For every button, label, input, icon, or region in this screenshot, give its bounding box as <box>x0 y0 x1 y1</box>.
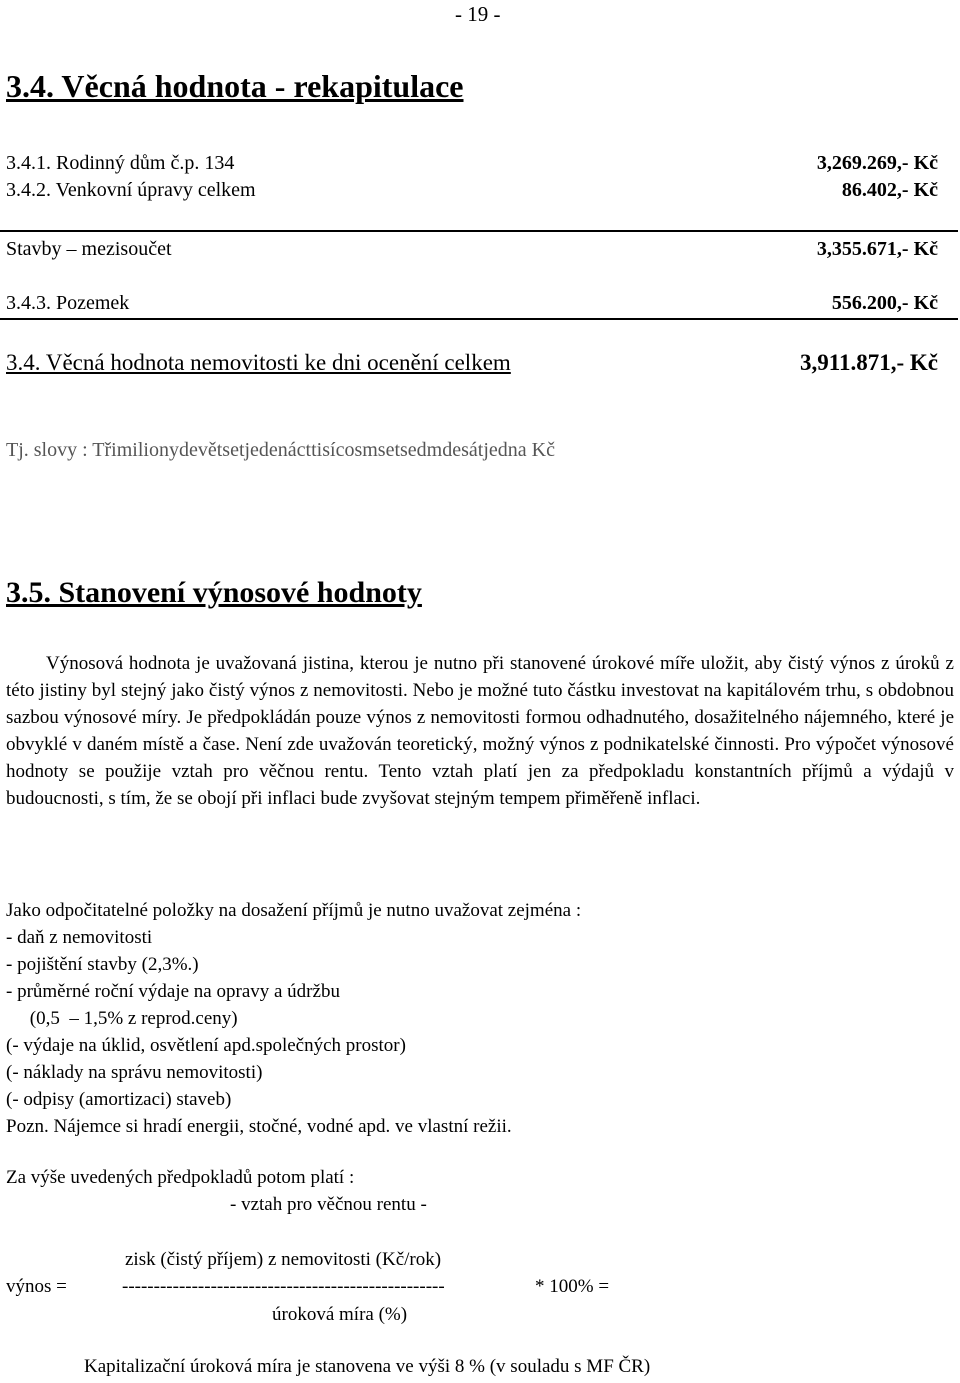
divider <box>0 230 958 232</box>
page-number: - 19 - <box>455 2 501 26</box>
list-item: - daň z nemovitosti <box>6 927 153 948</box>
formula-fraction-bar: --------------------------------------------------- <box>122 1276 445 1297</box>
recap-item2-value: 86.402,- Kč <box>841 179 938 201</box>
list-item: (- odpisy (amortizaci) staveb) <box>6 1089 232 1110</box>
list-item: - průměrné roční výdaje na opravy a údržbu <box>6 981 340 1002</box>
recap-item2-label: 3.4.2. Venkovní úpravy celkem <box>6 179 256 201</box>
recap-item3-label: 3.4.3. Pozemek <box>6 292 130 314</box>
formula-intro: Za výše uvedených předpokladů potom platí : <box>6 1167 355 1188</box>
divider <box>0 318 958 320</box>
formula-numerator: zisk (čistý příjem) z nemovitosti (Kč/rok) <box>125 1249 442 1270</box>
formula-denominator: úroková míra (%) <box>272 1304 408 1325</box>
total-label: 3.4. Věcná hodnota nemovitosti ke dni ocenění celkem <box>6 350 511 375</box>
formula-subtitle: - vztah pro věčnou rentu - <box>230 1194 427 1215</box>
subtotal-label: Stavby – mezisoučet <box>6 238 172 260</box>
recap-item1-value: 3,269.269,- Kč <box>816 152 938 174</box>
list-item: (0,5 – 1,5% z reprod.ceny) <box>6 1008 238 1029</box>
list-item: (- náklady na správu nemovitosti) <box>6 1062 263 1083</box>
list-item: (- výdaje na úklid, osvětlení apd.společných prostor) <box>6 1035 406 1056</box>
heading-income-value: 3.5. Stanovení výnosové hodnoty <box>6 576 422 609</box>
recap-item1-label: 3.4.1. Rodinný dům č.p. 134 <box>6 152 235 174</box>
heading-recapitulation: 3.4. Věcná hodnota - rekapitulace <box>6 68 464 104</box>
total-value: 3,911.871,- Kč <box>800 350 938 375</box>
income-paragraph <box>6 650 954 812</box>
value-in-words: Tj. slovy : Třimilionydevětsetjedenácttisícosmsetsedmdesátjedna Kč <box>6 439 555 461</box>
formula-rhs: * 100% = <box>535 1276 610 1297</box>
subtotal-value: 3,355.671,- Kč <box>816 238 938 260</box>
recap-item3-value: 556.200,- Kč <box>831 292 938 314</box>
capitalization-note: Kapitalizační úroková míra je stanovena ve výši 8 % (v souladu s MF ČR) <box>84 1356 651 1377</box>
deductions-list <box>6 897 581 1140</box>
paragraph-text: Výnosová hodnota je uvažovaná jistina, kterou je nutno při stanovené úrokové míře uložit, aby čistý výnos z úroků z této jistiny byl stejný jako čistý výnos z nemovitosti. Nebo je možné tuto částku investovat na kapitálovém trhu, s obdobnou sazbou výnosové míry. Je předpokládán pouze výnos z nemovitosti formou odhadnutého, dosažitelného nájemného, které je obvyklé v daném místě a čase. Není zde uvažován teoretický, možný výnos z podnikatelské činnosti. Pro výpočet výnosové hodnoty se použije vztah pro věčnou rentu. Tento vztah platí jen za předpokladu konstantních příjmů a výdajů v budoucnosti, s tím, že se obojí při inflaci bude zvyšovat stejným tempem přiměřeně inflaci. <box>6 653 954 809</box>
formula-lhs: výnos = <box>6 1276 67 1297</box>
list-item: Pozn. Nájemce si hradí energii, stočné, vodné apd. ve vlastní režii. <box>6 1116 512 1137</box>
list-item: - pojištění stavby (2,3%.) <box>6 954 199 975</box>
deductions-intro: Jako odpočitatelné položky na dosažení příjmů je nutno uvažovat zejména : <box>6 900 582 921</box>
